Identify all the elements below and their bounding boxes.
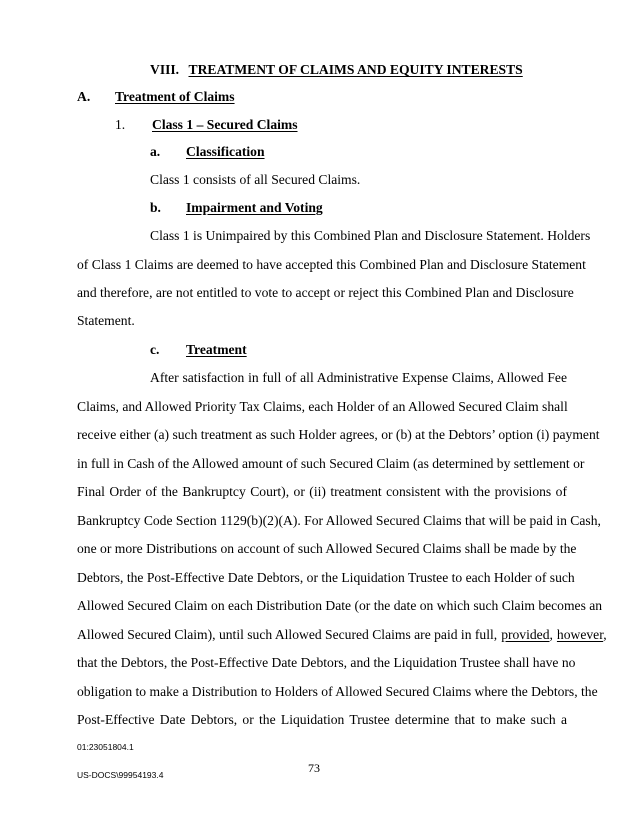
treatment-line-12: obligation to make a Distribution to Holders of Allowed Secured Claims where the Debtors, the — [77, 684, 598, 699]
however-comma: , — [603, 627, 607, 642]
treatment-line-11: that the Debtors, the Post-Effective Date Debtors, and the Liquidation Trustee shall have no — [77, 655, 576, 670]
impairment-title: Impairment and Voting — [186, 200, 323, 215]
treatment-line-7: one or more Distributions on account of such Allowed Secured Claims shall be made by the — [77, 541, 577, 556]
footer-doc-id-1: 01:23051804.1 — [77, 742, 134, 752]
treatment-line-13: Post-Effective Date Debtors, or the Liquidation Trustee determine that to make such a — [77, 712, 567, 727]
section-title: TREATMENT OF CLAIMS AND EQUITY INTERESTS — [188, 62, 523, 77]
provided-comma: , — [549, 627, 553, 642]
treatment-line-2: Claims, and Allowed Priority Tax Claims, each Holder of an Allowed Secured Claim shall — [77, 399, 568, 414]
section-number: VIII. — [150, 62, 180, 77]
provided-term — [501, 627, 553, 643]
impairment-line-1: Class 1 is Unimpaired by this Combined Plan and Disclosure Statement. Holders — [150, 228, 591, 243]
page-number: 73 — [308, 761, 320, 775]
impairment-line-2: of Class 1 Claims are deemed to have accepted this Combined Plan and Disclosure Statement — [77, 257, 586, 272]
provided-word: provided — [501, 627, 550, 642]
class1-number: 1. — [115, 117, 126, 132]
treatment-title: Treatment — [186, 342, 247, 357]
class1-title: Class 1 – Secured Claims — [152, 117, 298, 132]
treatment-line-5: Final Order of the Bankruptcy Court), or (ii) treatment consistent with the provisions of — [77, 484, 567, 499]
impairment-line-4: Statement. — [77, 313, 135, 328]
however-term — [557, 627, 607, 643]
treatment-line-1: After satisfaction in full of all Administrative Expense Claims, Allowed Fee — [150, 370, 567, 385]
treatment-line-8: Debtors, the Post-Effective Date Debtors, or the Liquidation Trustee to each Holder of such — [77, 570, 575, 585]
subsection-a-letter: A. — [77, 89, 91, 104]
impairment-line-3: and therefore, are not entitled to vote to accept or reject this Combined Plan and Disclosure — [77, 285, 574, 300]
classification-text: Class 1 consists of all Secured Claims. — [150, 172, 361, 187]
section-heading — [150, 62, 523, 78]
classification-title: Classification — [186, 144, 265, 159]
however-word: however — [556, 627, 604, 642]
subsection-a-title: Treatment of Claims — [115, 89, 235, 104]
impairment-letter: b. — [150, 200, 161, 215]
footer-doc-id-2: US-DOCS\99954193.4 — [77, 770, 164, 780]
treatment-letter: c. — [150, 342, 160, 357]
treatment-line-4: in full in Cash of the Allowed amount of such Secured Claim (as determined by settlement or — [77, 456, 585, 471]
treatment-line-10 — [77, 627, 607, 643]
treatment-line-10-text: Allowed Secured Claim), until such Allowed Secured Claims are paid in full, — [77, 627, 498, 642]
treatment-line-9: Allowed Secured Claim on each Distribution Date (or the date on which such Claim becomes an — [77, 598, 603, 613]
classification-letter: a. — [150, 144, 161, 159]
treatment-line-3: receive either (a) such treatment as such Holder agrees, or (b) at the Debtors’ option (i) payment — [77, 427, 600, 442]
treatment-line-6: Bankruptcy Code Section 1129(b)(2)(A). For Allowed Secured Claims that will be paid in Cash, — [77, 513, 601, 528]
